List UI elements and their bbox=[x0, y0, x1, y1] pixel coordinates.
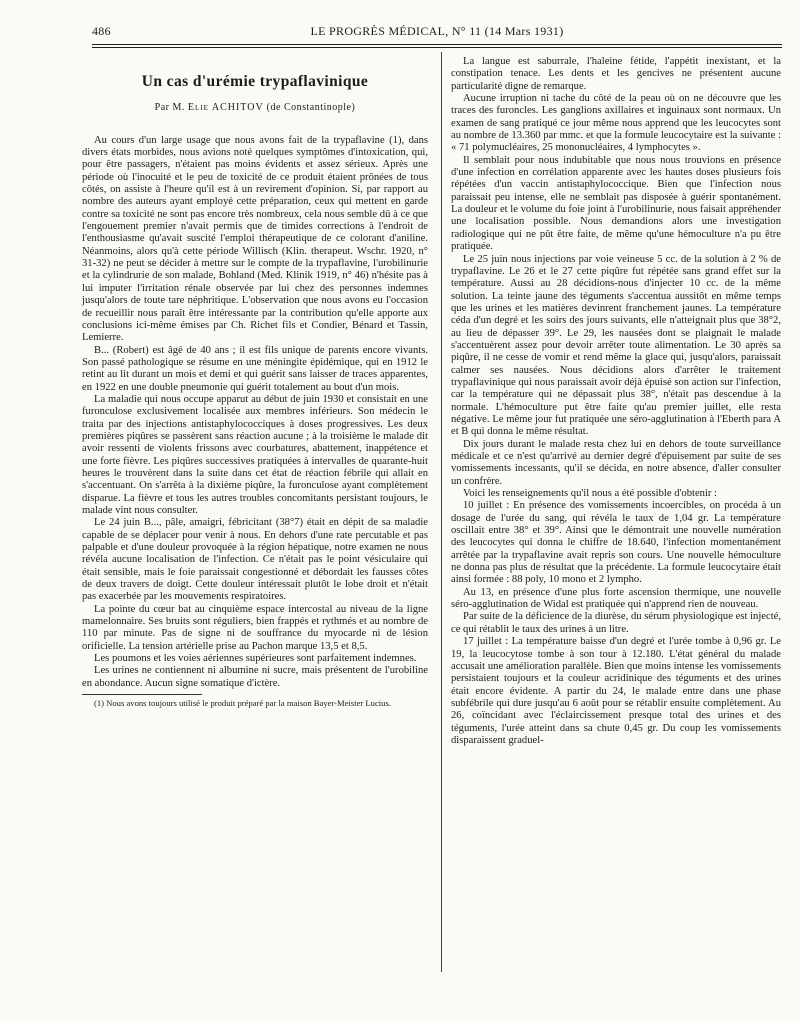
page-number: 486 bbox=[92, 24, 111, 38]
left-column bbox=[82, 56, 428, 708]
paragraph: Dix jours durant le malade resta chez lui en dehors de toute surveillance médicale et ce n'est qu'arrivé au dernier degré d'épuisement par suite de ses vomissements incessants, qu'il se décida, en notre absence, d'aller consulter un confrère. bbox=[451, 438, 781, 487]
journal-title: LE PROGRÈS MÉDICAL, N° 11 (14 Mars 1931) bbox=[310, 24, 564, 38]
running-head bbox=[92, 22, 782, 42]
paragraph: Les poumons et les voies aériennes supérieures sont parfaitement indemnes. bbox=[94, 653, 417, 665]
paragraph: Voici les renseignements qu'il nous a été possible d'obtenir : bbox=[463, 488, 718, 500]
footnote: (1) Nous avons toujours utilisé le produit préparé par la maison Bayer-Meister Lucius. bbox=[94, 698, 391, 709]
paragraph: La maladie qui nous occupe apparut au début de juin 1930 et consistait en une furonculose exclusivement localisée aux membres inférieurs. Son médecin le traita par des injections antistaphylococciques à doses progressives. Les deux premières piqûres se passèrent sans réaction aucune ; à la troisième le malade dit avoir ressenti de violents frissons avec courbatures, abattement, inappétence et une forte fièvre. Les piqûres successives pratiquées à intervalles de quarante-huit heures le trouvèrent dans la suite dans cet état de réaction fébrile qui allait en s'accentuant. On s'arrêta à la dixième piqûre, la furonculose ayant complètement disparue. La fièvre et tous les autres troubles concomitants persistant toujours, le malade vint nous consulter. bbox=[82, 393, 428, 516]
paragraph: Il semblait pour nous indubitable que nous nous trouvions en présence d'une infection en corrélation apparente avec les hautes doses plusieurs fois répétées d'un vaccin antistaphylococcique. Bien que l'infection nous paraissait peu intense, elle ne semblait pas disposée à guérir spontanément. La douleur et le volume du foie joint à l'urobilinurie, nous faisait appréhender une localisation possible. Nous demandions alors une investigation radiologique qui ne pût être faite, de même qu'une hémoculture n'a pu être pratiquée. bbox=[451, 154, 781, 253]
author-place: (de Constantinople) bbox=[266, 102, 356, 114]
footnote-rule bbox=[82, 694, 202, 695]
byline-par: Par M. bbox=[154, 102, 185, 114]
article-title: Un cas d'urémie trypaflavinique bbox=[141, 73, 369, 90]
paragraph: Le 24 juin B..., pâle, amaigri, fébricitant (38°7) était en dépit de sa maladie capable de se déplacer pour venir à nous. En dehors d'une rate percutable et pas palpable et d'une douleur provoquée à la région hépatique, notre examen ne nous révéla aucune localisation de l'infection. Ce n'était pas le point vésiculaire qui était sensible, mais le foie paraissait congestionné et débordait les fausses côtes de deux travers de doigt. Cette douleur intéressait plutôt le lobe droit et n'était pas exacerbée par les mouvements respiratoires. bbox=[82, 517, 428, 603]
author-name: Elie ACHITOV bbox=[187, 102, 264, 114]
paragraph: 10 juillet : En présence des vomissements incoercibles, on procéda à un dosage de l'urée du sang, qui révéla le taux de 1,04 gr. La température oscillait entre 38° et 39°. Ainsi que le démontrait une nouvelle numération des leucocytes qui donna le chiffre de 18.640, l'infection momentanément arrêtée par la trypaflavine avait repris son cours. Une nouvelle hémoculture ne donna pas plus de résultat que la précédente. La formule leucocytaire était ainsi formée : 88 poly, 10 mono et 2 lympho. bbox=[451, 500, 781, 586]
paragraph: Par suite de la déficience de la diurèse, du sérum physiologique est injecté, ce qui rétablit le taux des urines à un litre. bbox=[451, 611, 781, 635]
paragraph: 17 juillet : La température baisse d'un degré et l'urée tombe à 0,96 gr. Le 19, la leucocytose tombe à son tour à 12.180. L'état général du malade accusait une amélioration parallèle. Bien que moins intense les vomissements persistaient toujours et la couleur acridinique des téguments et des urines était encore évidente. A partir du 24, le malade entre dans une phase subfébrile qui dure jusqu'au 6 août pour se rétablir ensuite complètement. Au 26, coïncidant avec l'éclaircissement presque total des urines et des téguments, l'urée atteint dans sa chute 0,45 gr. Du coup les vomissements disparaissent graduel- bbox=[451, 636, 781, 746]
paragraph: Au 13, en présence d'une plus forte ascension thermique, une nouvelle séro-agglutination de Widal est pratiquée qui n'apprend rien de nouveau. bbox=[451, 586, 781, 611]
paragraph: Au cours d'un large usage que nous avons fait de la trypaflavine (1), dans divers états morbides, nous avions noté quelques symptômes d'intoxication, qui, pour être passagers, n'étaient pas moins évidents et assez sérieux. Après une période où l'inocuité et le peu de toxicité de ce produit étaient prônées de tous côtés, on assiste à l'heure qu'il est à un revirement d'opinion. Si, par rapport au nombre des auteurs ayant employé cette préparation, ceux qui mettent en garde contre sa toxicité ne sont pas encore très nombreux, cela nous semble dû à ce que l'engouement premier n'avait permis que de timides corrections à l'endroit de l'enthousiasme qu'avait suscité l'emploi thérapeutique de ce colorant d'aniline. Néanmoins, alors qu'à cette période Willisch (Klin. therapeut. Wschr. 1920, n° 31-32) ne peut se décider à mettre sur le compte de la trypaflavine, l'urobilinurie et la cylindrurie de son malade, Bohland (Med. Klinik 1919, n° 46) n'hésite pas à lui imputer l'irritation rénale observée par lui chez des personnes indemnes jusqu'alors de toute tare néphritique. L'observation que nous avons eu l'occasion de recueillir nous paraît être intéressante par la contribution qu'elle apporte aux conclusions ici-même émises par Ch. Richet fils et Condier, Bénard et Tassin, Lemierre. bbox=[82, 134, 428, 344]
header-rule-thin bbox=[92, 47, 782, 48]
column-separator bbox=[441, 52, 442, 972]
paragraph: B... (Robert) est âgé de 40 ans ; il est fils unique de parents encore vivants. Son passé pathologique se résume en une méningite épidémique, qui en 1912 le retint au lit durant un mois et demi et qui guérit sans laisser de traces apparentes, en 1922 en une double pneumonie qui guérit totalement au bout d'un mois. bbox=[82, 344, 428, 393]
paragraph: La pointe du cœur bat au cinquième espace intercostal au niveau de la ligne mamelonnaire. Ses bruits sont réguliers, bien frappés et rythmés et au nombre de 110 par minute. Pas de signe ni de souffrance du myocarde ni de lésion orificielle. La tension artérielle prise au Pachon marque 13,5 et 8,5. bbox=[82, 603, 428, 652]
paragraph: Les urines ne contiennent ni albumine ni sucre, mais présentent de l'urobiline en abondance. Aucun signe somatique d'ictère. bbox=[82, 665, 428, 689]
paragraph: Le 25 juin nous injections par voie veineuse 5 cc. de la solution à 2 % de trypaflavine. Le 26 et le 27 cette piqûre fut répétée sans grand effet sur la température. Aussi au 28 décidions-nous d'injecter 10 cc. de la même solution. La teinte jaune des téguments s'accentua aussitôt en même temps que les urines et les matières devinrent franchement jaunes. La température céda d'un degré et les soirs des jours suivants, elle n'atteignait plus que 38°2, au lieu de dépasser 39°. Le 29, les nausées dont se plaignait le malade s'accentuèrent assez pour devoir arrêter toute alimentation. Le 30 après sa piqûre, il ne cesse de vomir et rend même la glace qui, jusqu'alors, paraissait calmer ses nausées. Nous décidions alors d'arrêter le traitement trypaflavinique qui nous paraissait avoir déjà épuisé son action sur l'infection, car la température qui ne dépassait plus 38°, n'était pas descendue à la normale. L'hémoculture put être faite qu'au premier juillet, elle resta négative. Le même jour fut pratiquée une séro-agglutination à l'Eberth para A et B qui donna le même résultat. bbox=[451, 253, 781, 438]
byline bbox=[82, 102, 428, 114]
paragraph: La langue est saburrale, l'haleine fétide, l'appétit inexistant, et la constipation tenace. Les dents et les gencives ne présentent aucune particularité digne de remarque. bbox=[451, 56, 781, 92]
right-column bbox=[451, 56, 781, 747]
paragraph: Aucune irruption ni tache du côté de la peau où on ne découvre que les traces des furoncles. Les ganglions axillaires et inguinaux sont normaux. Un examen de sang pratiqué ce jour même nous apprend que les leucocytes sont au nombre de 13.360 par mmc. et que la formule leucocytaire est la suivante : « 71 polymucléaires, 25 mononucléaires, 4 lymphocytes ». bbox=[451, 93, 781, 154]
header-rule bbox=[92, 44, 782, 45]
